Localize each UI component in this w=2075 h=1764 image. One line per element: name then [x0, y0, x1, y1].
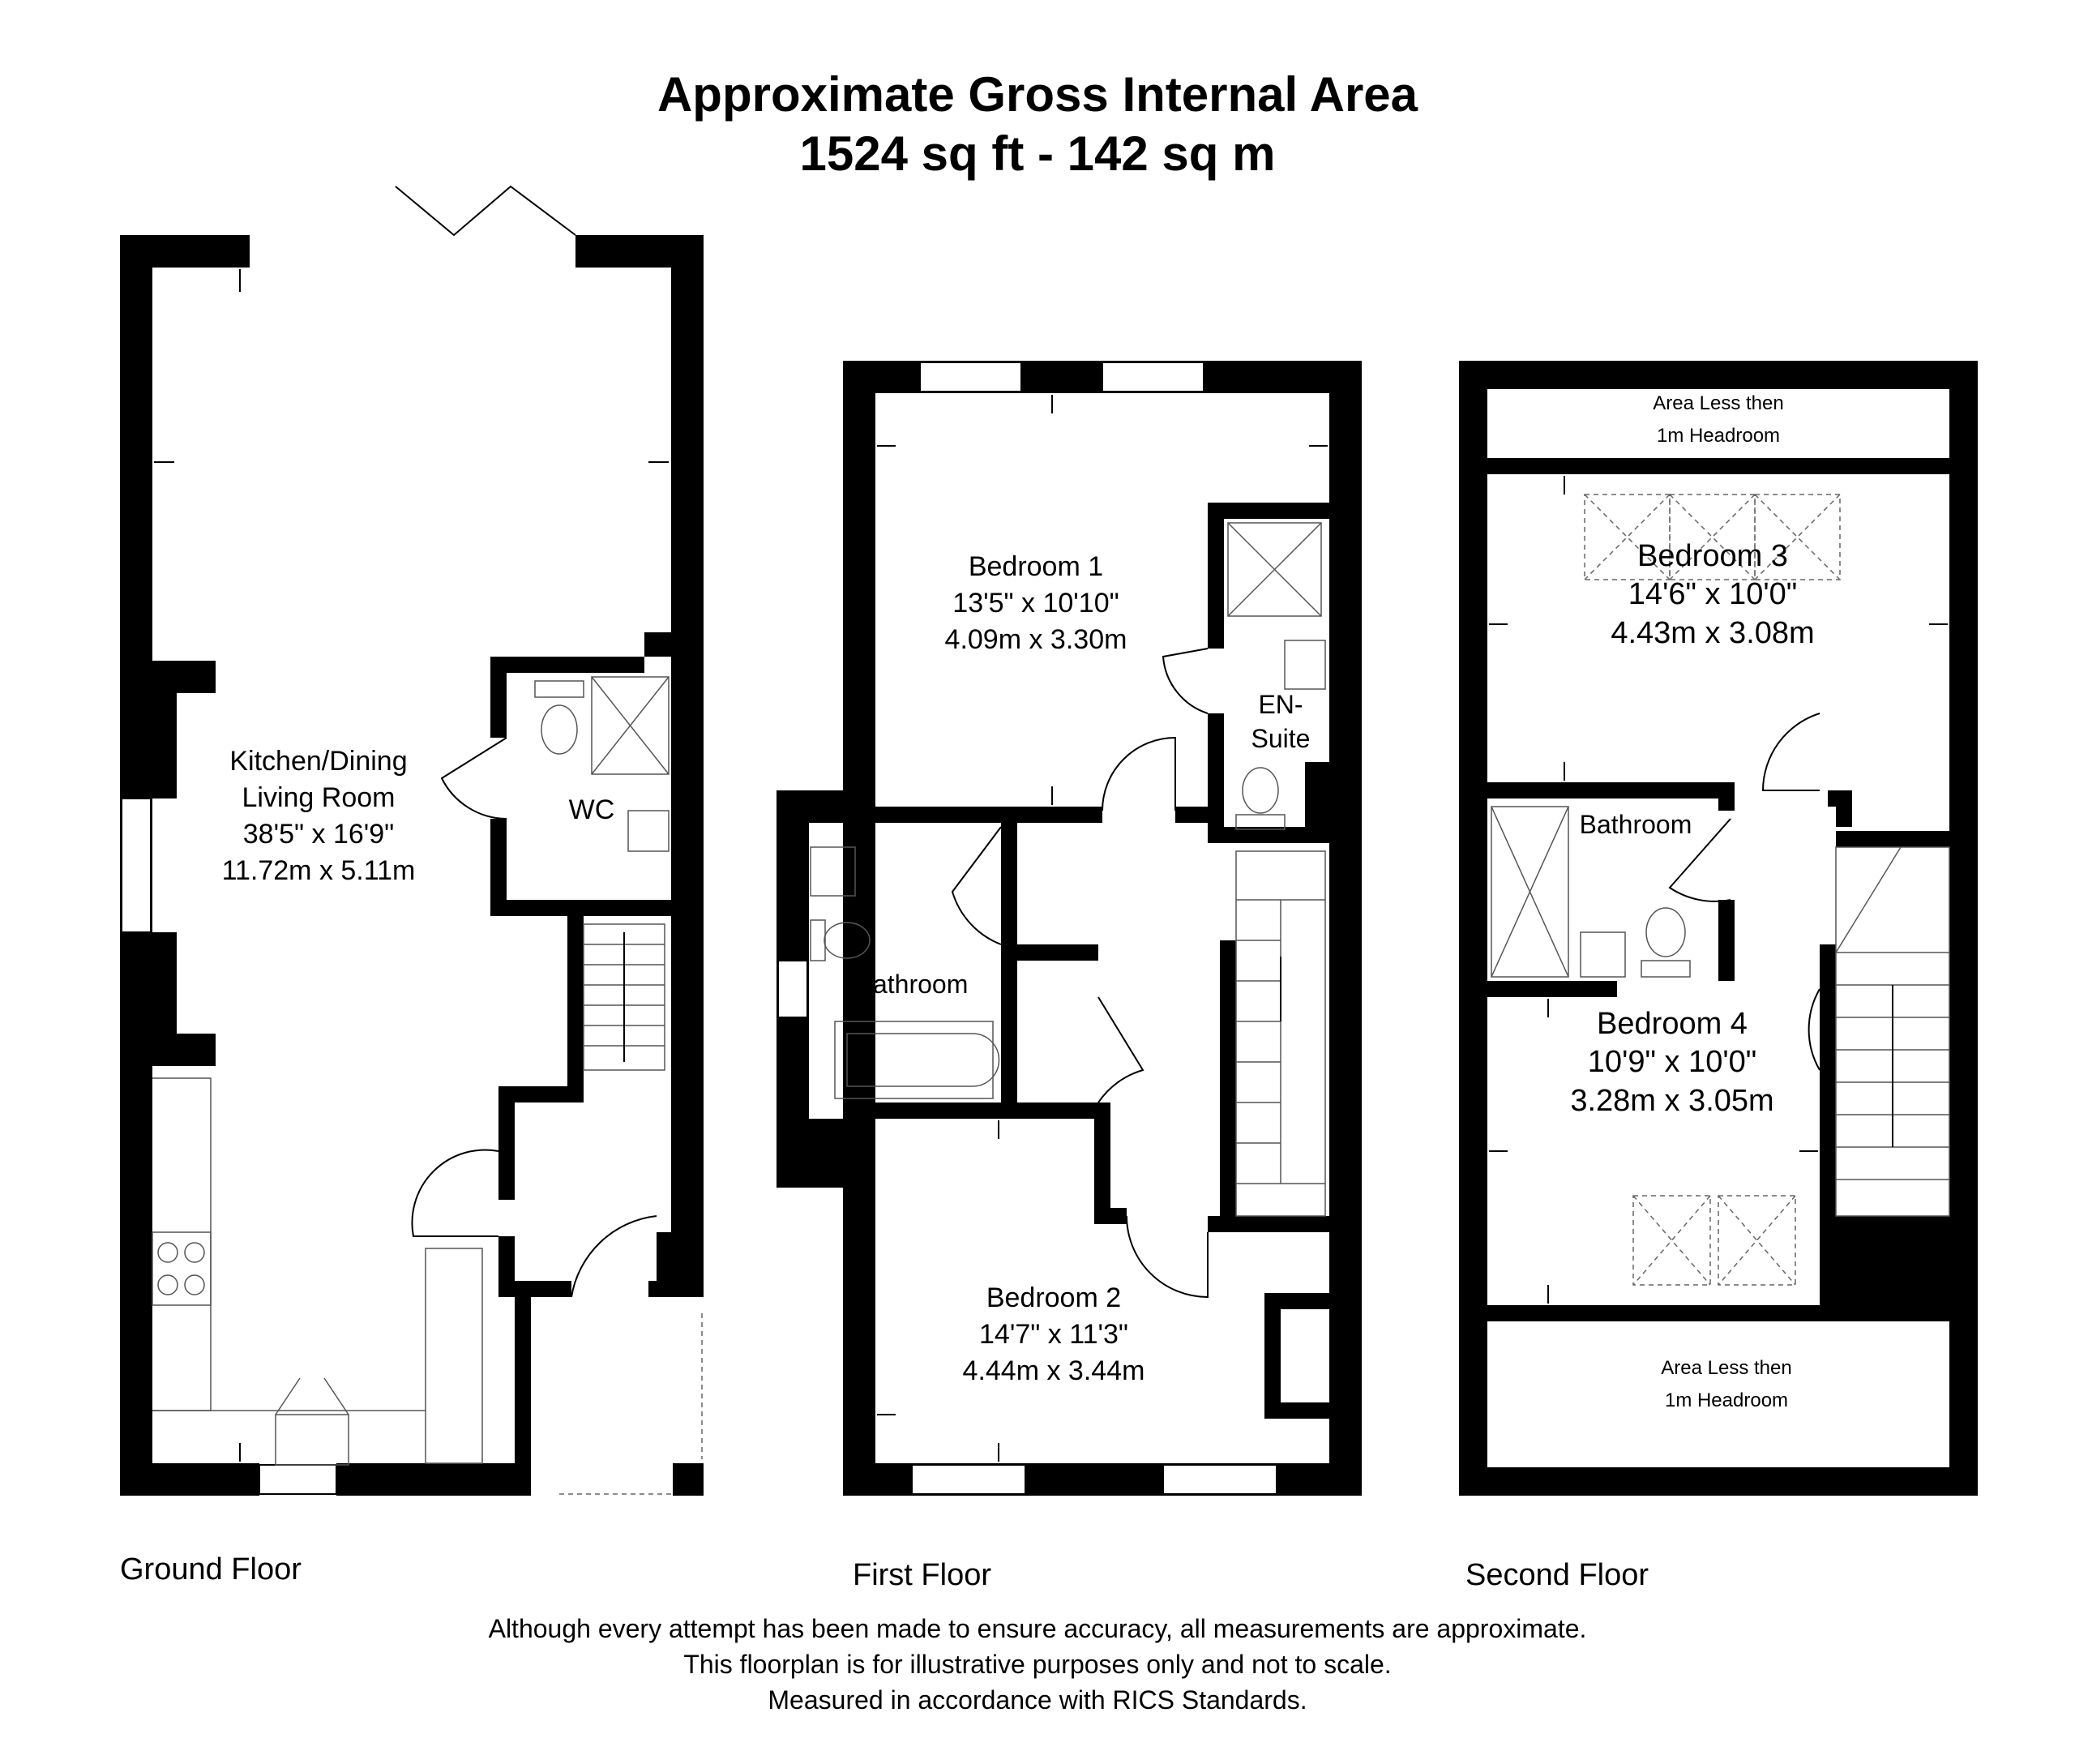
- second-south-wall: [1459, 1467, 1978, 1496]
- kitchen-name-1: Kitchen/Dining: [229, 746, 408, 777]
- hall-wall-3: [498, 1236, 515, 1285]
- ground-side-window: [122, 799, 151, 932]
- disclaimer-line-2: This floorplan is for illustrative purposes only and not to scale.: [683, 1650, 1392, 1679]
- disclaimer-line-1: Although every attempt has been made to ensure accuracy, all measurements are approximate.: [488, 1614, 1587, 1643]
- second-stair-base: [1836, 1216, 1949, 1305]
- second-east-wall: [1949, 361, 1978, 1496]
- bedroom2-name: Bedroom 2: [986, 1282, 1122, 1313]
- eaves-bottom-line2: 1m Headroom: [1664, 1389, 1789, 1411]
- ensuite-cupboard: [1305, 762, 1329, 827]
- gross-area: 1524 sq ft - 142 sq m: [799, 126, 1276, 181]
- hall-door: [412, 1150, 498, 1236]
- bedroom4-name: Bedroom 4: [1597, 1007, 1748, 1041]
- landing-stub: [1094, 1208, 1127, 1224]
- bedroom2-imperial: 14'7" x 11'3": [979, 1319, 1128, 1350]
- kitchen-units: [152, 1078, 482, 1465]
- bedroom1-imperial: 13'5" x 10'10": [952, 588, 1119, 619]
- ground-breast-lower: [120, 932, 177, 1046]
- bedroom1-window-left: [920, 362, 1021, 392]
- bedroom1-door: [1102, 738, 1175, 811]
- ground-breast-upper: [120, 661, 177, 799]
- ensuite-name-1: EN-: [1258, 690, 1303, 719]
- bathroom-south-wall-2: [1487, 981, 1617, 997]
- second-north-wall: [1459, 361, 1978, 389]
- stairwell-south-wall: [1208, 1216, 1329, 1232]
- bedroom2-metric: 4.44m x 3.44m: [962, 1355, 1145, 1386]
- landing-west-wall: [1094, 1102, 1110, 1224]
- ground-stairs: [584, 924, 665, 1070]
- ground-rear-window: [259, 1465, 336, 1494]
- ensuite-north-wall: [1208, 503, 1329, 519]
- second-floor-stairs: [1836, 847, 1949, 1216]
- stair-west-wall: [567, 916, 584, 1102]
- eaves-bottom-wall: [1487, 1305, 1949, 1321]
- bathroom-east-wall-2: [1718, 900, 1735, 981]
- eaves-bottom-line1: Area Less then: [1661, 1357, 1792, 1379]
- stairwell-west-wall: [1220, 940, 1236, 1216]
- hall-wall-4: [498, 1281, 571, 1297]
- bedroom4-imperial: 10'9" x 10'0": [1587, 1045, 1757, 1079]
- ground-floor-label: Ground Floor: [120, 1552, 302, 1586]
- bedroom3-imperial: 14'6" x 10'0": [1628, 577, 1798, 611]
- cupboard-door: [1098, 997, 1143, 1102]
- first-floor-label: First Floor: [853, 1558, 991, 1592]
- ground-north-wall-left: [120, 235, 250, 268]
- second-bathroom-label: Bathroom: [1579, 810, 1692, 839]
- bedroom2-window-right: [1163, 1465, 1277, 1494]
- eaves-top-line1: Area Less then: [1653, 392, 1784, 414]
- ensuite-name-2: Suite: [1251, 724, 1311, 753]
- ensuite-door: [1163, 649, 1208, 713]
- cupboard-south: [1017, 1102, 1098, 1119]
- wardrobe-bottom: [1264, 1402, 1329, 1419]
- ground-breast-bottom: [120, 1034, 216, 1066]
- cupboard-north: [1017, 944, 1098, 961]
- bedroom4-door: [1809, 989, 1820, 1070]
- bedroom3-metric: 4.43m x 3.08m: [1611, 616, 1815, 650]
- first-bath-window: [778, 961, 807, 1017]
- bedroom1-metric: 4.09m x 3.30m: [944, 624, 1127, 655]
- ground-south-wall-right: [673, 1463, 704, 1496]
- wc-label: WC: [568, 794, 615, 825]
- bathroom-east-wall: [1001, 823, 1017, 1119]
- plan-title: Approximate Gross Internal Area: [657, 67, 1418, 122]
- wardrobe-side: [1264, 1293, 1281, 1415]
- second-floor-label: Second Floor: [1465, 1558, 1649, 1592]
- ground-floor-plan: [120, 186, 704, 1496]
- bedroom1-name: Bedroom 1: [968, 551, 1104, 582]
- ground-south-wall-left: [120, 1463, 259, 1496]
- ground-east-wall: [671, 235, 704, 1281]
- eaves-top-wall: [1487, 458, 1949, 474]
- bathroom-south-wall: [875, 1102, 1017, 1119]
- bathroom-north-stub: [1718, 782, 1735, 811]
- ensuite-west-wall-top: [1208, 503, 1224, 649]
- bedroom1-south-wall: [875, 807, 1102, 823]
- kitchen-imperial: 38'5" x 16'9": [242, 819, 395, 850]
- bedroom1-window-right: [1102, 362, 1204, 392]
- bedroom3-door: [1763, 713, 1820, 790]
- front-inner-door: [571, 1216, 657, 1297]
- second-west-wall: [1459, 361, 1487, 1496]
- bedroom2-door: [1127, 1216, 1208, 1297]
- wc-west-wall-top: [490, 657, 507, 738]
- wc-north-wall-step: [644, 632, 704, 657]
- porch-stub: [657, 1232, 673, 1297]
- disclaimer-line-3: Measured in accordance with RICS Standards.: [768, 1685, 1307, 1715]
- bedroom4-metric: 3.28m x 3.05m: [1570, 1084, 1774, 1118]
- bedroom3-name: Bedroom 3: [1637, 539, 1788, 573]
- bedroom4-skylights: [1633, 1196, 1795, 1285]
- bifold-doors: [396, 186, 575, 235]
- first-bathroom-label: Bathroom: [855, 970, 969, 999]
- first-floor-stairs: [1236, 851, 1325, 1216]
- eaves-top-line2: 1m Headroom: [1656, 425, 1781, 447]
- first-west-wall: [843, 361, 875, 1496]
- ground-south-wall-mid: [336, 1463, 519, 1496]
- ensuite-stub: [1175, 807, 1224, 823]
- first-bath-base: [777, 1119, 875, 1188]
- bedroom2-window-left: [912, 1465, 1025, 1494]
- wc-north-wall: [490, 657, 644, 673]
- wc-south-wall: [490, 900, 671, 916]
- kitchen-name-2: Living Room: [242, 782, 396, 813]
- hall-wall-2: [498, 1086, 515, 1200]
- first-east-wall: [1329, 361, 1362, 1496]
- second-stair-west-wall: [1820, 944, 1836, 1305]
- wc-door: [442, 738, 507, 819]
- porch-west-wall: [515, 1297, 531, 1496]
- second-floor-plan: [1459, 361, 1978, 1496]
- bedroom3-south-wall: [1487, 782, 1735, 799]
- bathroom-door: [952, 827, 1001, 944]
- stair-north-wall: [1836, 831, 1949, 847]
- kitchen-metric: 11.72m x 5.11m: [221, 855, 416, 886]
- landing-post: [1836, 790, 1852, 827]
